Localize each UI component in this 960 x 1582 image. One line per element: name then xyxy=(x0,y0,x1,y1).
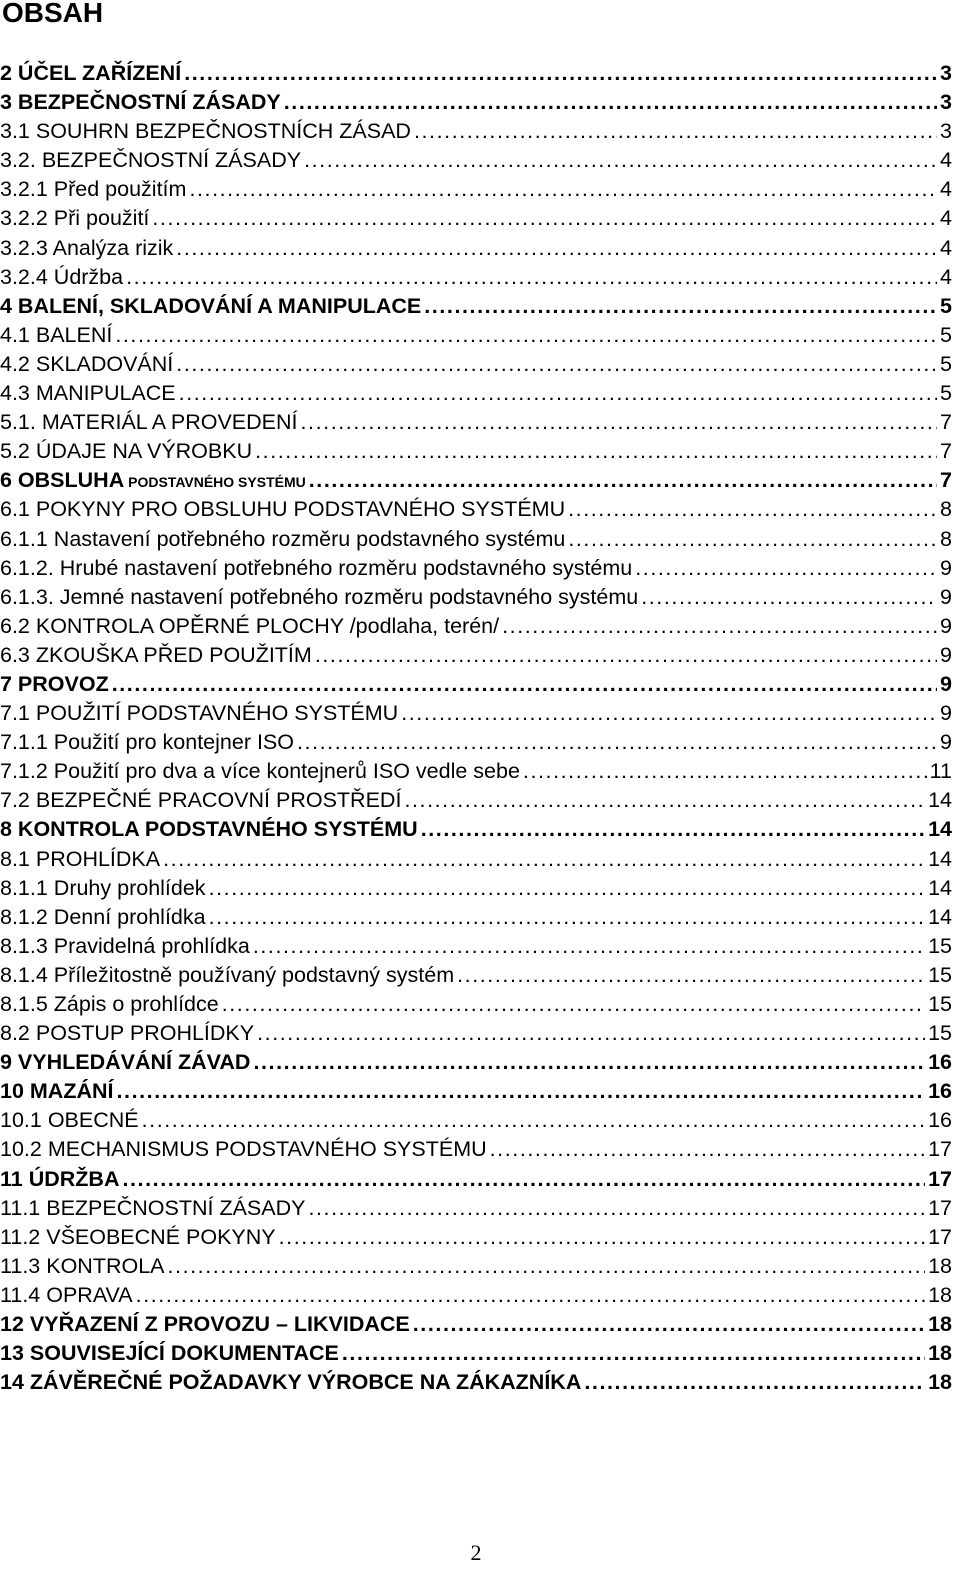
toc-entry-label: 6 OBSLUHA PODSTAVNÉHO SYSTÉMU xyxy=(0,468,306,493)
toc-entry-label: 14 ZÁVĚREČNÉ POŽADAVKY VÝROBCE NA ZÁKAZNÍKA xyxy=(0,1370,582,1395)
toc-entry-label: 11.2 VŠEOBECNÉ POKYNY xyxy=(0,1224,276,1249)
toc-leader-dots xyxy=(421,815,925,844)
toc-entry-label: 6.1.3. Jemné nastavení potřebného rozměru podstavného systému xyxy=(0,584,639,609)
toc-leader-dots xyxy=(115,321,937,350)
toc-leader-dots xyxy=(568,495,937,524)
toc-entry-label: 8.1.2 Denní prohlídka xyxy=(0,904,206,929)
toc-entry-page: 9 xyxy=(940,671,952,696)
toc-entry[interactable] xyxy=(0,117,952,146)
toc-entry-label: 8.1 PROHLÍDKA xyxy=(0,846,161,871)
toc-entry-label: 7.1.1 Použití pro kontejner ISO xyxy=(0,730,294,755)
toc-entry-page: 4 xyxy=(940,177,952,202)
toc-entry-page: 3 xyxy=(940,119,952,144)
toc-entry[interactable] xyxy=(0,1106,952,1135)
toc-entry[interactable] xyxy=(0,175,952,204)
toc-entry-label: 3.2.2 Při použití xyxy=(0,206,150,231)
toc-entry[interactable] xyxy=(0,641,952,670)
toc-leader-dots xyxy=(255,437,937,466)
toc-entry-label: 11.4 OPRAVA xyxy=(0,1282,133,1307)
toc-leader-dots xyxy=(401,699,937,728)
toc-entry-page: 9 xyxy=(940,642,952,667)
toc-leader-dots xyxy=(414,117,937,146)
toc-entry[interactable] xyxy=(0,757,952,786)
toc-entry-label: 6.1 POKYNY PRO OBSLUHU PODSTAVNÉHO SYSTÉMU xyxy=(0,497,566,522)
toc-entry-page: 14 xyxy=(928,875,952,900)
toc-leader-dots xyxy=(126,263,937,292)
toc-entry[interactable] xyxy=(0,408,952,437)
toc-leader-dots xyxy=(189,175,937,204)
toc-entry-label: 7.1 POUŽITÍ PODSTAVNÉHO SYSTÉMU xyxy=(0,701,399,726)
toc-entry-page: 15 xyxy=(928,1021,952,1046)
toc-entry-page: 7 xyxy=(940,410,952,435)
toc-leader-dots xyxy=(502,612,937,641)
toc-entry[interactable] xyxy=(0,1077,952,1106)
toc-entry[interactable] xyxy=(0,1135,952,1164)
toc-entry[interactable] xyxy=(0,466,952,495)
toc-entry-label: 13 SOUVISEJÍCÍ DOKUMENTACE xyxy=(0,1341,339,1366)
toc-entry[interactable] xyxy=(0,234,952,263)
toc-entry[interactable] xyxy=(0,1048,952,1077)
toc-entry[interactable] xyxy=(0,874,952,903)
toc-entry-page: 18 xyxy=(928,1282,952,1307)
toc-entry-page: 16 xyxy=(928,1050,952,1075)
toc-entry-page: 14 xyxy=(928,904,952,929)
toc-entry[interactable] xyxy=(0,699,952,728)
toc-entry[interactable] xyxy=(0,786,952,815)
toc-entry-page: 17 xyxy=(928,1195,952,1220)
toc-entry-page: 9 xyxy=(940,730,952,755)
toc-entry[interactable] xyxy=(0,1165,952,1194)
toc-entry[interactable] xyxy=(0,350,952,379)
toc-entry[interactable] xyxy=(0,903,952,932)
toc-leader-dots xyxy=(301,408,938,437)
toc-entry-label: 7.2 BEZPEČNÉ PRACOVNÍ PROSTŘEDÍ xyxy=(0,788,402,813)
toc-entry[interactable] xyxy=(0,815,952,844)
toc-entry-label: 4.3 MANIPULACE xyxy=(0,381,176,406)
toc-leader-dots xyxy=(404,786,925,815)
toc-entry[interactable] xyxy=(0,845,952,874)
toc-leader-dots xyxy=(413,1310,925,1339)
toc-leader-dots xyxy=(209,874,926,903)
table-of-contents xyxy=(0,59,952,1397)
toc-entry-page: 17 xyxy=(928,1166,952,1191)
toc-leader-dots xyxy=(184,59,937,88)
toc-entry-page: 5 xyxy=(940,293,952,318)
toc-entry-page: 16 xyxy=(928,1079,952,1104)
toc-entry[interactable] xyxy=(0,961,952,990)
toc-entry-label: 10.1 OBECNÉ xyxy=(0,1108,139,1133)
toc-entry-page: 8 xyxy=(940,497,952,522)
toc-entry-label: 9 VYHLEDÁVÁNÍ ZÁVAD xyxy=(0,1050,251,1075)
toc-entry[interactable] xyxy=(0,59,952,88)
toc-entry-label: 3.2.4 Údržba xyxy=(0,264,124,289)
toc-leader-dots xyxy=(112,670,937,699)
toc-leader-dots xyxy=(136,1281,925,1310)
toc-entry-label: 4.1 BALENÍ xyxy=(0,322,113,347)
toc-entry-label: 8.1.1 Druhy prohlídek xyxy=(0,875,206,900)
toc-entry-page: 17 xyxy=(928,1224,952,1249)
toc-entry-page: 18 xyxy=(928,1312,952,1337)
toc-entry[interactable] xyxy=(0,1194,952,1223)
toc-entry-page: 14 xyxy=(928,846,952,871)
toc-entry-page: 4 xyxy=(940,148,952,173)
toc-heading: OBSAH xyxy=(2,0,104,28)
toc-leader-dots xyxy=(304,146,937,175)
toc-entry-label: 7 PROVOZ xyxy=(0,671,109,696)
toc-leader-dots xyxy=(176,350,937,379)
toc-leader-dots xyxy=(457,961,925,990)
toc-entry-page: 9 xyxy=(940,701,952,726)
toc-leader-dots xyxy=(309,466,937,495)
toc-entry-label: 5.2 ÚDAJE NA VÝROBKU xyxy=(0,439,253,464)
toc-entry-label: 3.2. BEZPEČNOSTNÍ ZÁSADY xyxy=(0,148,302,173)
toc-entry-label: 8.1.4 Příležitostně používaný podstavný systém xyxy=(0,962,455,987)
toc-entry[interactable] xyxy=(0,437,952,466)
toc-entry-label: 3.2.1 Před použitím xyxy=(0,177,187,202)
toc-entry-label: 10.2 MECHANISMUS PODSTAVNÉHO SYSTÉMU xyxy=(0,1137,487,1162)
toc-entry-label: 2 ÚČEL ZAŘÍZENÍ xyxy=(0,61,182,85)
toc-entry-page: 7 xyxy=(940,439,952,464)
toc-entry-page: 4 xyxy=(940,206,952,231)
toc-leader-dots xyxy=(297,728,937,757)
toc-leader-dots xyxy=(257,1019,925,1048)
toc-entry[interactable] xyxy=(0,204,952,233)
toc-entry-page: 14 xyxy=(928,788,952,813)
toc-entry-label: 4.2 SKLADOVÁNÍ xyxy=(0,351,174,376)
toc-entry[interactable] xyxy=(0,321,952,350)
toc-entry-page: 11 xyxy=(929,759,952,784)
toc-entry[interactable] xyxy=(0,495,952,524)
toc-entry-page: 9 xyxy=(940,613,952,638)
toc-entry-page: 3 xyxy=(940,61,952,85)
toc-entry[interactable] xyxy=(0,583,952,612)
toc-entry-label: 10 MAZÁNÍ xyxy=(0,1079,114,1104)
toc-entry-label: 11 ÚDRŽBA xyxy=(0,1166,120,1191)
toc-leader-dots xyxy=(122,1165,925,1194)
toc-entry-page: 7 xyxy=(940,468,952,493)
toc-entry-page: 16 xyxy=(928,1108,952,1133)
toc-entry-page: 4 xyxy=(940,235,952,260)
toc-leader-dots xyxy=(284,88,937,117)
toc-leader-dots xyxy=(424,292,937,321)
toc-entry-page: 9 xyxy=(940,555,952,580)
toc-entry-label: 6.2 KONTROLA OPĚRNÉ PLOCHY /podlaha, terén/ xyxy=(0,613,500,638)
toc-entry-label: 7.1.2 Použití pro dva a více kontejnerů ISO vedle sebe xyxy=(0,759,520,784)
toc-entry[interactable] xyxy=(0,1310,952,1339)
toc-entry-label: 4 BALENÍ, SKLADOVÁNÍ A MANIPULACE xyxy=(0,293,422,318)
toc-entry-page: 5 xyxy=(940,351,952,376)
toc-entry[interactable] xyxy=(0,1281,952,1310)
toc-entry[interactable] xyxy=(0,525,952,554)
toc-entry[interactable] xyxy=(0,379,952,408)
toc-leader-dots xyxy=(179,379,937,408)
toc-entry-label: 12 VYŘAZENÍ Z PROVOZU – LIKVIDACE xyxy=(0,1312,410,1337)
toc-entry-label: 3.2.3 Analýza rizik xyxy=(0,235,174,260)
toc-leader-dots xyxy=(490,1135,925,1164)
toc-entry-label: 3 BEZPEČNOSTNÍ ZÁSADY xyxy=(0,90,281,115)
toc-entry-label: 6.1.2. Hrubé nastavení potřebného rozměru podstavného systému xyxy=(0,555,633,580)
toc-leader-dots xyxy=(163,845,925,874)
toc-entry[interactable] xyxy=(0,728,952,757)
toc-leader-dots xyxy=(222,990,925,1019)
toc-leader-dots xyxy=(342,1339,925,1368)
toc-entry-label: 11.1 BEZPEČNOSTNÍ ZÁSADY xyxy=(0,1195,306,1220)
toc-entry[interactable] xyxy=(0,612,952,641)
toc-entry-label: 6.1.1 Nastavení potřebného rozměru podstavného systému xyxy=(0,526,566,551)
toc-leader-dots xyxy=(142,1106,925,1135)
toc-entry-page: 14 xyxy=(928,817,952,842)
toc-entry-page: 18 xyxy=(928,1370,952,1395)
toc-entry-page: 8 xyxy=(940,526,952,551)
toc-entry[interactable] xyxy=(0,990,952,1019)
toc-entry-label: 5.1. MATERIÁL A PROVEDENÍ xyxy=(0,410,298,435)
toc-entry[interactable] xyxy=(0,146,952,175)
toc-leader-dots xyxy=(641,583,937,612)
toc-entry-page: 4 xyxy=(940,264,952,289)
toc-entry-page: 15 xyxy=(928,992,952,1016)
toc-leader-dots xyxy=(116,1077,925,1106)
toc-entry-label: 3.1 SOUHRN BEZPEČNOSTNÍCH ZÁSAD xyxy=(0,119,411,144)
toc-leader-dots xyxy=(308,1194,925,1223)
toc-leader-dots xyxy=(209,903,925,932)
toc-entry-label: 8.2 POSTUP PROHLÍDKY xyxy=(0,1021,255,1046)
toc-entry[interactable] xyxy=(0,554,952,583)
toc-entry-page: 5 xyxy=(940,381,952,406)
toc-entry-label: 8 KONTROLA PODSTAVNÉHO SYSTÉMU xyxy=(0,817,418,842)
page-number: 2 xyxy=(470,1540,482,1565)
toc-entry-label: 8.1.5 Zápis o prohlídce xyxy=(0,992,219,1016)
toc-leader-dots xyxy=(168,1252,926,1281)
toc-entry-page: 18 xyxy=(928,1341,952,1366)
toc-entry-page: 17 xyxy=(928,1137,952,1162)
toc-leader-dots xyxy=(279,1223,925,1252)
toc-entry-page: 9 xyxy=(940,584,952,609)
toc-entry-page: 15 xyxy=(928,962,952,987)
toc-entry[interactable] xyxy=(0,1019,952,1048)
toc-entry-page: 5 xyxy=(940,322,952,347)
toc-entry[interactable] xyxy=(0,1339,952,1368)
toc-entry-label: 8.1.3 Pravidelná prohlídka xyxy=(0,933,250,958)
toc-entry[interactable] xyxy=(0,932,952,961)
toc-entry[interactable] xyxy=(0,88,952,117)
toc-leader-dots xyxy=(523,757,927,786)
toc-entry-page: 3 xyxy=(940,90,952,115)
toc-entry-page: 15 xyxy=(928,933,952,958)
toc-leader-dots xyxy=(176,234,937,263)
toc-entry[interactable] xyxy=(0,1252,952,1281)
toc-entry[interactable] xyxy=(0,670,952,699)
toc-entry[interactable] xyxy=(0,263,952,292)
toc-leader-dots xyxy=(568,525,937,554)
toc-entry-label: 6.3 ZKOUŠKA PŘED POUŽITÍM xyxy=(0,642,312,667)
toc-leader-dots xyxy=(315,641,937,670)
toc-entry[interactable] xyxy=(0,1368,952,1397)
toc-entry-page: 18 xyxy=(928,1253,952,1278)
toc-leader-dots xyxy=(635,554,937,583)
toc-leader-dots xyxy=(253,1048,925,1077)
toc-entry[interactable] xyxy=(0,1223,952,1252)
toc-leader-dots xyxy=(152,204,937,233)
toc-leader-dots xyxy=(584,1368,925,1397)
toc-entry[interactable] xyxy=(0,292,952,321)
toc-entry-label: 11.3 KONTROLA xyxy=(0,1253,165,1278)
toc-leader-dots xyxy=(253,932,925,961)
